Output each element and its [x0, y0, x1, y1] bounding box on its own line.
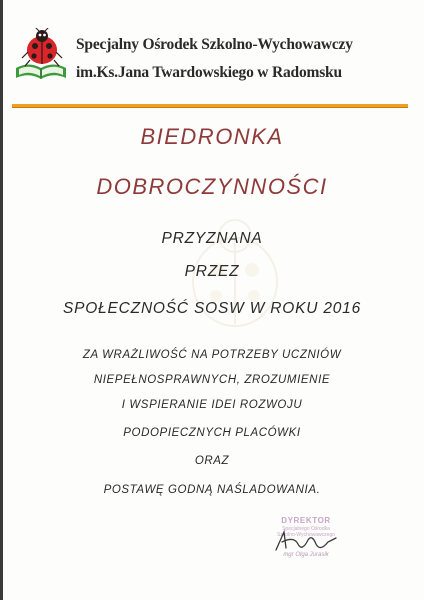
stamp-title: DYREKTOR [281, 516, 331, 525]
ladybug-on-book-icon [12, 28, 70, 84]
reason-line: POSTAWĘ GODNĄ NAŚLADOWANIA. [103, 484, 321, 496]
recipient-text: SPOŁECZNOŚĆ SOSW W ROKU 2016 [62, 300, 362, 317]
reason-line: I WSPIERANIE IDEI ROZWOJU [121, 399, 303, 411]
stamp-signatory: mgr Olga Jurasik [283, 552, 329, 558]
stamp-line: Szkolno-Wychowawczego [276, 532, 336, 538]
reason-line: ZA WRAŻLIWOŚĆ NA POTRZEBY UCZNIÓW [82, 349, 342, 361]
school-name-line-2: im.Ks.Jana Twardowskiego w Radomsku [76, 64, 342, 81]
certificate-title-line-2: DOBROCZYNNOŚCI [96, 174, 328, 199]
reason-line: ORAZ [194, 455, 230, 467]
stamp-line: Specjalnego Ośrodka [282, 526, 330, 532]
handwritten-signature [272, 528, 342, 556]
certificate-title-line-1: BIEDRONKA [140, 124, 284, 149]
by-text: PRZEZ [184, 263, 240, 280]
reason-line: NIEPEŁNOSPRAWNYCH, ZROZUMIENIE [93, 374, 331, 386]
header-rule-shadow [12, 107, 408, 108]
awarded-text: PRZYZNANA [161, 230, 263, 247]
reason-line: PODOPIECZNYCH PLACÓWKI [123, 427, 301, 439]
school-name-line-1: Specjalny Ośrodek Szkolno-Wychowawczy [76, 36, 353, 53]
